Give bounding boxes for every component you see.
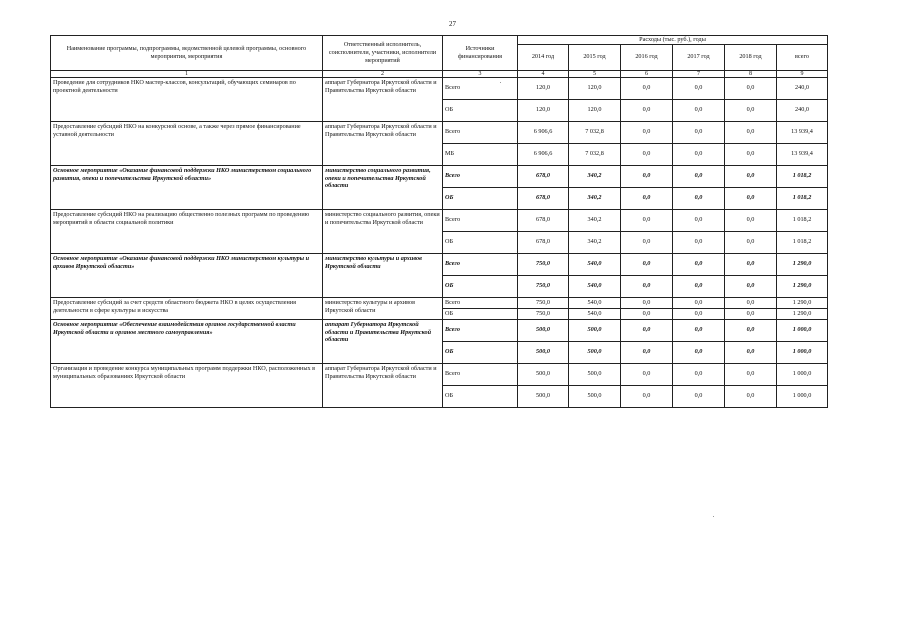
header-source: Источники финансирования <box>443 36 518 71</box>
amount-year: 0,0 <box>621 253 673 275</box>
amount-year: 0,0 <box>673 121 725 143</box>
amount-year: 0,0 <box>725 209 777 231</box>
amount-year: 500,0 <box>569 319 621 341</box>
amount-year: 0,0 <box>673 297 725 308</box>
column-index: 2 <box>323 70 443 77</box>
amount-year: 0,0 <box>621 385 673 407</box>
amount-year: 500,0 <box>518 385 569 407</box>
header-responsible: Ответственный исполнитель, соисполнители, участники, исполнители мероприятий <box>323 36 443 71</box>
amount-total: 1 290,0 <box>777 308 828 319</box>
amount-year: 0,0 <box>673 319 725 341</box>
amount-total: 1 290,0 <box>777 253 828 275</box>
header-year: 2015 год <box>569 44 621 70</box>
amount-year: 0,0 <box>621 77 673 99</box>
activity-name: Предоставление субсидий НКО на конкурсной основе, а также через прямое финансирование уставной деятельности <box>51 121 323 165</box>
amount-year: 500,0 <box>518 319 569 341</box>
amount-total: 240,0 <box>777 77 828 99</box>
table-row <box>51 319 828 341</box>
responsible-executor: аппарат Губернатора Иркутской области и Правительства Иркутской области <box>323 121 443 165</box>
amount-year: 0,0 <box>725 77 777 99</box>
page-number: 27 <box>449 20 456 28</box>
amount-year: 0,0 <box>725 99 777 121</box>
amount-year: 0,0 <box>621 165 673 187</box>
amount-year: 7 032,8 <box>569 121 621 143</box>
amount-year: 340,2 <box>569 231 621 253</box>
column-index: 1 <box>51 70 323 77</box>
amount-year: 678,0 <box>518 209 569 231</box>
amount-year: 0,0 <box>673 99 725 121</box>
funding-source: Всего <box>443 77 518 99</box>
amount-year: 0,0 <box>621 99 673 121</box>
header-year: 2018 год <box>725 44 777 70</box>
activity-name: Проведение для сотрудников НКО мастер-классов, консультаций, обучающих семинаров по проектной деятельности <box>51 77 323 121</box>
amount-year: 120,0 <box>569 99 621 121</box>
funding-source: ОБ <box>443 231 518 253</box>
amount-year: 0,0 <box>725 363 777 385</box>
activity-name: Предоставление субсидий НКО на реализацию общественно полезных программ по проведению мероприятий в области социальной политики <box>51 209 323 253</box>
activity-name: Основное мероприятие «Оказание финансовой поддержки НКО министерством культуры и архивов Иркутской области» <box>51 253 323 297</box>
amount-year: 120,0 <box>518 77 569 99</box>
amount-total: 1 018,2 <box>777 187 828 209</box>
amount-year: 0,0 <box>725 231 777 253</box>
header-year: 2014 год <box>518 44 569 70</box>
column-index: 6 <box>621 70 673 77</box>
amount-year: 0,0 <box>673 253 725 275</box>
amount-year: 0,0 <box>725 297 777 308</box>
funding-source: МБ <box>443 143 518 165</box>
amount-year: 0,0 <box>621 231 673 253</box>
amount-year: 0,0 <box>621 187 673 209</box>
amount-year: 0,0 <box>725 121 777 143</box>
activity-name: Организация и проведение конкурса муниципальных программ поддержки НКО, расположенных в муниципальных образованиях Иркутской области <box>51 363 323 407</box>
amount-year: 0,0 <box>621 319 673 341</box>
amount-year: 0,0 <box>673 385 725 407</box>
column-index: 8 <box>725 70 777 77</box>
responsible-executor: министерство социального развития, опеки и попечительства Иркутской области <box>323 209 443 253</box>
amount-total: 1 290,0 <box>777 297 828 308</box>
scan-speck <box>500 82 501 83</box>
amount-total: 13 939,4 <box>777 121 828 143</box>
funding-source: ОБ <box>443 308 518 319</box>
amount-total: 240,0 <box>777 99 828 121</box>
amount-year: 0,0 <box>621 275 673 297</box>
column-index: 3 <box>443 70 518 77</box>
amount-total: 1 000,0 <box>777 319 828 341</box>
amount-year: 0,0 <box>621 143 673 165</box>
amount-year: 0,0 <box>621 363 673 385</box>
funding-source: Всего <box>443 165 518 187</box>
funding-source: ОБ <box>443 99 518 121</box>
amount-year: 0,0 <box>673 187 725 209</box>
funding-source: ОБ <box>443 187 518 209</box>
funding-source: ОБ <box>443 385 518 407</box>
responsible-executor: министерство культуры и архивов Иркутской области <box>323 253 443 297</box>
amount-year: 0,0 <box>673 275 725 297</box>
amount-year: 0,0 <box>725 143 777 165</box>
amount-year: 500,0 <box>518 363 569 385</box>
amount-year: 540,0 <box>569 253 621 275</box>
column-index: 7 <box>673 70 725 77</box>
amount-year: 6 906,6 <box>518 121 569 143</box>
table-row <box>51 209 828 231</box>
amount-year: 0,0 <box>725 308 777 319</box>
amount-year: 0,0 <box>725 165 777 187</box>
column-index: 5 <box>569 70 621 77</box>
amount-year: 0,0 <box>673 165 725 187</box>
funding-source: Всего <box>443 319 518 341</box>
table-row <box>51 77 828 99</box>
responsible-executor: аппарат Губернатора Иркутской области и Правительства Иркутской области <box>323 77 443 121</box>
amount-year: 0,0 <box>725 275 777 297</box>
header-year: 2016 год <box>621 44 673 70</box>
column-index-row <box>51 70 828 77</box>
amount-year: 0,0 <box>621 341 673 363</box>
amount-year: 120,0 <box>569 77 621 99</box>
amount-year: 750,0 <box>518 253 569 275</box>
amount-total: 1 018,2 <box>777 165 828 187</box>
amount-year: 6 906,6 <box>518 143 569 165</box>
amount-year: 340,2 <box>569 165 621 187</box>
amount-year: 0,0 <box>621 121 673 143</box>
amount-total: 1 000,0 <box>777 363 828 385</box>
header-year: 2017 год <box>673 44 725 70</box>
amount-year: 0,0 <box>725 319 777 341</box>
amount-year: 340,2 <box>569 187 621 209</box>
amount-year: 500,0 <box>569 341 621 363</box>
funding-source: Всего <box>443 297 518 308</box>
amount-total: 13 939,4 <box>777 143 828 165</box>
amount-total: 1 290,0 <box>777 275 828 297</box>
table-row <box>51 121 828 143</box>
amount-year: 500,0 <box>569 363 621 385</box>
amount-total: 1 000,0 <box>777 385 828 407</box>
funding-source: Всего <box>443 209 518 231</box>
amount-year: 678,0 <box>518 231 569 253</box>
header-total: всего <box>777 44 828 70</box>
amount-year: 540,0 <box>569 275 621 297</box>
amount-year: 0,0 <box>725 341 777 363</box>
scan-speck <box>713 516 714 517</box>
table-row <box>51 253 828 275</box>
amount-year: 678,0 <box>518 165 569 187</box>
activity-name: Основное мероприятие «Обеспечение взаимодействия органов государственной власти Иркутской области и органов местного самоуправления» <box>51 319 323 363</box>
amount-year: 7 032,8 <box>569 143 621 165</box>
amount-year: 0,0 <box>621 297 673 308</box>
amount-total: 1 000,0 <box>777 341 828 363</box>
header-name: Наименование программы, подпрограммы, ведомственной целевой программы, основного мероприятия, мероприятия <box>51 36 323 71</box>
funding-source: Всего <box>443 363 518 385</box>
column-index: 9 <box>777 70 828 77</box>
amount-year: 0,0 <box>673 363 725 385</box>
amount-year: 340,2 <box>569 209 621 231</box>
amount-total: 1 018,2 <box>777 231 828 253</box>
amount-year: 0,0 <box>725 385 777 407</box>
amount-year: 0,0 <box>673 341 725 363</box>
responsible-executor: министерство культуры и архивов Иркутской области <box>323 297 443 319</box>
amount-year: 500,0 <box>518 341 569 363</box>
amount-year: 678,0 <box>518 187 569 209</box>
funding-source: Всего <box>443 121 518 143</box>
activity-name: Основное мероприятие «Оказание финансовой поддержки НКО министерством социального развития, опеки и попечительства Иркутской области» <box>51 165 323 209</box>
responsible-executor: министерство социального развития, опеки и попечительства Иркутской области <box>323 165 443 209</box>
amount-year: 120,0 <box>518 99 569 121</box>
amount-year: 0,0 <box>673 143 725 165</box>
activity-name: Предоставление субсидий за счет средств областного бюджета НКО в целях осуществления деятельности в сфере культуры и искусства <box>51 297 323 319</box>
amount-total: 1 018,2 <box>777 209 828 231</box>
amount-year: 0,0 <box>621 308 673 319</box>
table-row <box>51 297 828 308</box>
amount-year: 0,0 <box>673 209 725 231</box>
amount-year: 750,0 <box>518 297 569 308</box>
table-row <box>51 363 828 385</box>
amount-year: 750,0 <box>518 308 569 319</box>
responsible-executor: аппарат Губернатора Иркутской области и Правительства Иркутской области <box>323 363 443 407</box>
header-expenses: Расходы (тыс. руб.), годы <box>518 36 828 45</box>
amount-year: 0,0 <box>673 77 725 99</box>
funding-source: Всего <box>443 253 518 275</box>
amount-year: 0,0 <box>725 253 777 275</box>
amount-year: 0,0 <box>725 187 777 209</box>
amount-year: 540,0 <box>569 297 621 308</box>
amount-year: 750,0 <box>518 275 569 297</box>
amount-year: 0,0 <box>673 308 725 319</box>
financing-table <box>50 35 828 408</box>
amount-year: 540,0 <box>569 308 621 319</box>
amount-year: 0,0 <box>621 209 673 231</box>
table-row <box>51 165 828 187</box>
funding-source: ОБ <box>443 275 518 297</box>
amount-year: 0,0 <box>673 231 725 253</box>
funding-source: ОБ <box>443 341 518 363</box>
responsible-executor: аппарат Губернатора Иркутской области и Правительства Иркутской области <box>323 319 443 363</box>
column-index: 4 <box>518 70 569 77</box>
amount-year: 500,0 <box>569 385 621 407</box>
